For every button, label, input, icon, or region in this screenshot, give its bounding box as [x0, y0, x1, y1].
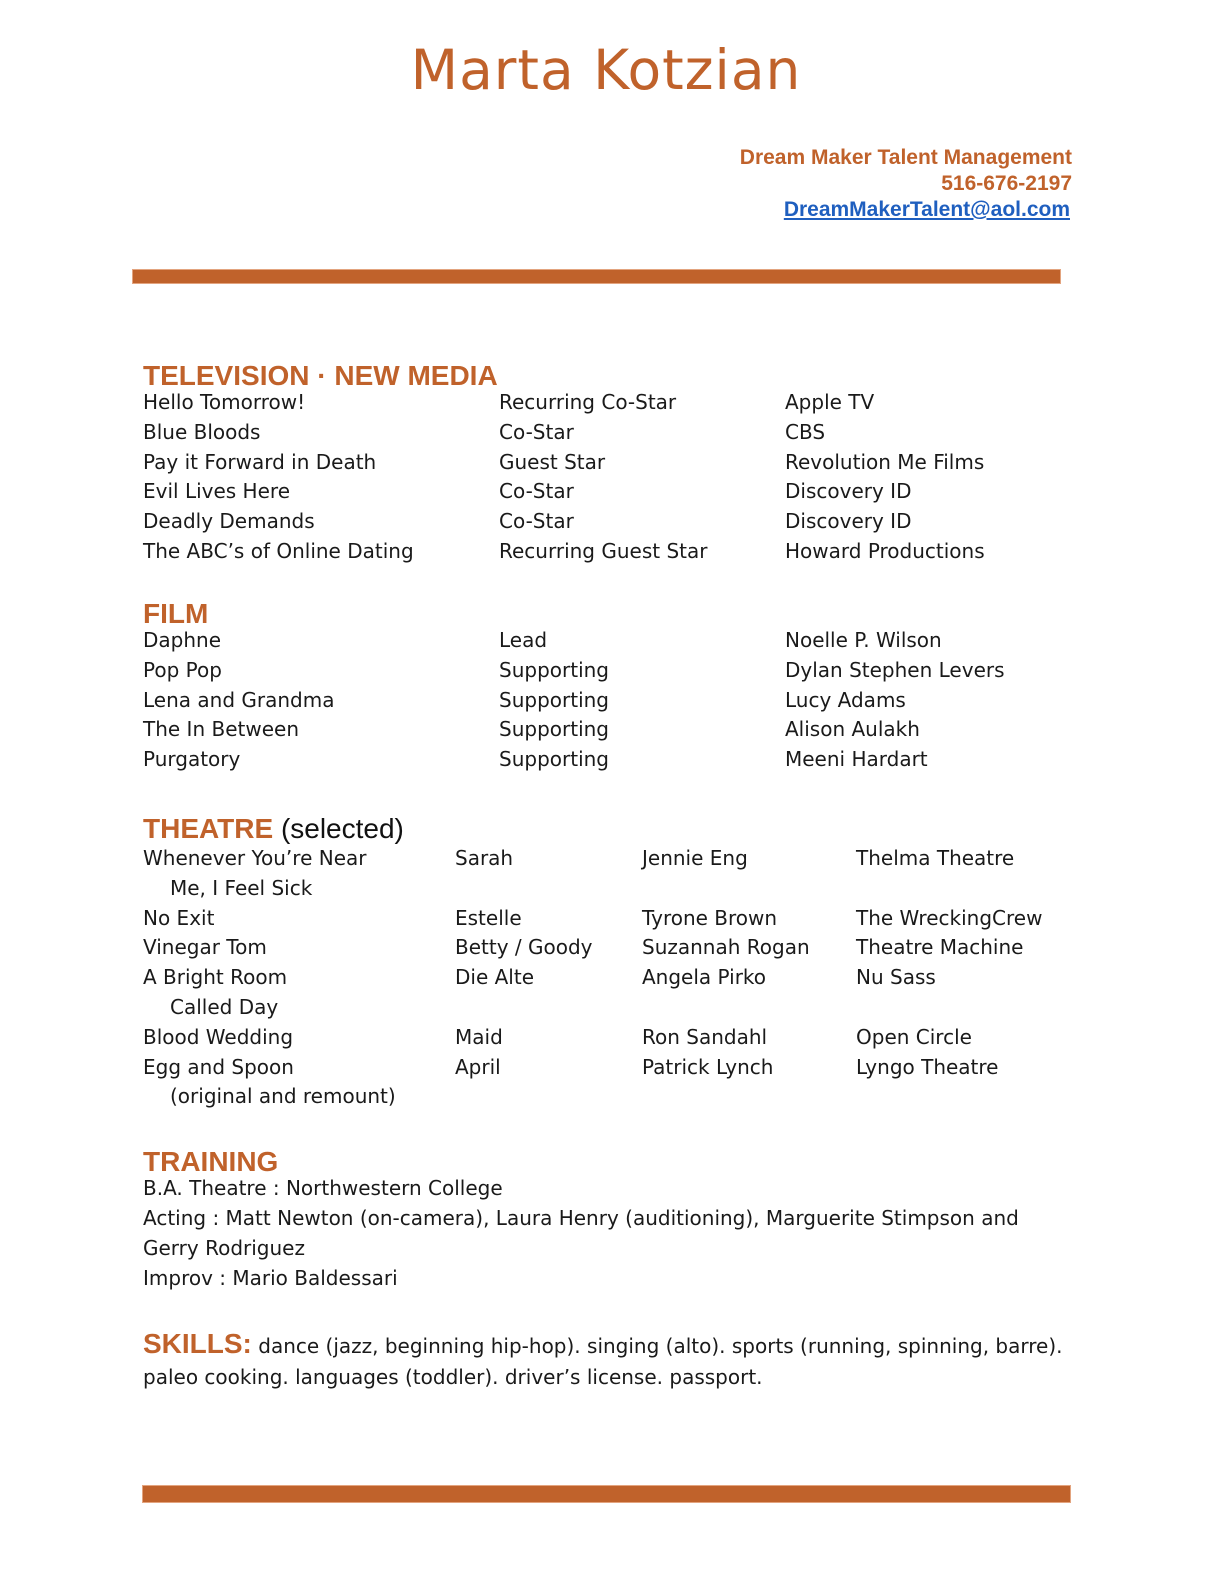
film-cell: Supporting	[499, 747, 609, 772]
agency-email-link[interactable]: DreamMakerTalent@aol.com	[783, 198, 1070, 221]
theatre-cell: (original and remount)	[170, 1084, 396, 1109]
film-cell: Lena and Grandma	[143, 687, 335, 712]
television-cell: The ABC’s of Online Dating	[143, 539, 414, 563]
film-cell: Supporting	[499, 687, 609, 712]
training-line: Acting : Matt Newton (on-camera), Laura Henry (auditioning), Marguerite Stimpson and Gerry Rodriguez	[143, 1206, 1019, 1260]
theatre-cell: Whenever You’re Near	[143, 846, 367, 870]
film-cell: Supporting	[499, 657, 609, 682]
theatre-credit-row	[0, 1052, 1224, 1082]
theatre-cell: Jennie Eng	[642, 846, 748, 870]
skills-text: dance (jazz, beginning hip-hop). singing (alto). sports (running, spinning, barre). paleo cooking. languages (toddler). driver’s license. passport.	[143, 1334, 1063, 1389]
theatre-credit-row	[0, 873, 1224, 903]
theatre-cell: No Exit	[143, 905, 215, 930]
television-credit-row	[0, 447, 1224, 477]
top-divider	[132, 269, 1061, 284]
television-credit-row	[0, 506, 1224, 536]
film-cell: Pop Pop	[143, 657, 222, 682]
agency-name: Dream Maker Talent Management	[739, 146, 1072, 169]
theatre-cell: Lyngo Theatre	[856, 1054, 999, 1079]
television-cell: Revolution Me Films	[785, 449, 985, 474]
television-cell: Discovery ID	[785, 509, 912, 534]
theatre-cell: Me, I Feel Sick	[170, 875, 313, 900]
theatre-cell: Estelle	[455, 905, 522, 930]
film-cell: Supporting	[499, 717, 609, 742]
section-heading-theatre	[143, 815, 404, 843]
section-heading-film: FILM	[143, 598, 209, 629]
theatre-credit-row	[0, 903, 1224, 933]
television-cell: CBS	[785, 419, 826, 444]
theatre-cell: Called Day	[170, 995, 279, 1019]
film-credit-row	[0, 685, 1224, 715]
television-cell: Recurring Guest Star	[499, 539, 708, 563]
bottom-divider	[142, 1485, 1071, 1503]
section-heading-skills: SKILLS:	[143, 1328, 252, 1359]
agency-phone: 516-676-2197	[941, 172, 1072, 195]
theatre-cell: Open Circle	[856, 1024, 972, 1049]
television-cell: Pay it Forward in Death	[143, 449, 377, 474]
film-cell: Purgatory	[143, 747, 241, 772]
theatre-cell: Maid	[455, 1024, 503, 1049]
television-cell: Discovery ID	[785, 479, 912, 504]
television-cell: Co-Star	[499, 479, 574, 504]
training-list	[143, 1173, 1063, 1293]
film-cell: Noelle P. Wilson	[785, 628, 942, 652]
film-cell: Lucy Adams	[785, 687, 906, 712]
theatre-cell: Patrick Lynch	[642, 1054, 774, 1079]
theatre-cell: April	[455, 1054, 501, 1079]
theatre-heading-label: THEATRE	[143, 813, 274, 844]
theatre-cell: Nu Sass	[856, 965, 936, 990]
theatre-cell: Suzannah Rogan	[642, 935, 810, 960]
theatre-cell: Tyrone Brown	[642, 905, 778, 930]
television-credit-row	[0, 536, 1224, 566]
theatre-cell: The WreckingCrew	[856, 905, 1043, 930]
theatre-cell: Ron Sandahl	[642, 1024, 768, 1049]
film-credit-row	[0, 744, 1224, 774]
theatre-credit-row	[0, 1081, 1224, 1111]
television-cell: Hello Tomorrow!	[143, 390, 306, 414]
theatre-heading-subtitle: (selected)	[280, 813, 404, 844]
theatre-credit-row	[0, 962, 1224, 992]
television-cell: Evil Lives Here	[143, 479, 290, 504]
theatre-credit-row	[0, 992, 1224, 1022]
television-cell: Apple TV	[785, 390, 875, 414]
theatre-cell: Egg and Spoon	[143, 1054, 294, 1079]
television-credit-row	[0, 476, 1224, 506]
resume-name: Marta Kotzian	[410, 38, 802, 102]
theatre-cell: Sarah	[455, 846, 514, 870]
theatre-credit-row	[0, 843, 1224, 873]
film-cell: Lead	[499, 628, 548, 652]
television-cell: Howard Productions	[785, 539, 985, 563]
television-cell: Co-Star	[499, 419, 574, 444]
theatre-cell: Theatre Machine	[856, 935, 1024, 960]
theatre-cell: A Bright Room	[143, 965, 288, 990]
film-cell: The In Between	[143, 717, 299, 742]
theatre-cell: Blood Wedding	[143, 1024, 294, 1049]
film-cell: Meeni Hardart	[785, 747, 928, 772]
theatre-cell: Betty / Goody	[455, 935, 593, 960]
theatre-cell: Vinegar Tom	[143, 935, 267, 960]
film-cell: Alison Aulakh	[785, 717, 920, 742]
film-cell: Dylan Stephen Levers	[785, 657, 1005, 682]
theatre-cell: Angela Pirko	[642, 965, 767, 990]
theatre-credit-row	[0, 1022, 1224, 1052]
film-cell: Daphne	[143, 628, 222, 652]
television-cell: Blue Bloods	[143, 419, 261, 444]
television-cell: Deadly Demands	[143, 509, 315, 534]
theatre-credit-row	[0, 932, 1224, 962]
film-credit-row	[0, 655, 1224, 685]
theatre-cell: Die Alte	[455, 965, 535, 990]
training-line: B.A. Theatre : Northwestern College	[143, 1176, 503, 1200]
section-heading-training: TRAINING	[143, 1146, 279, 1177]
television-cell: Guest Star	[499, 449, 606, 474]
training-line: Improv : Mario Baldessari	[143, 1266, 398, 1290]
television-credit-row	[0, 417, 1224, 447]
television-cell: Recurring Co-Star	[499, 390, 677, 414]
section-heading-television: TELEVISION · NEW MEDIA	[143, 360, 498, 391]
film-credit-row	[0, 714, 1224, 744]
television-credit-row	[0, 387, 1224, 417]
theatre-cell: Thelma Theatre	[856, 846, 1015, 870]
television-cell: Co-Star	[499, 509, 574, 534]
film-credit-row	[0, 625, 1224, 655]
skills-section	[143, 1328, 1063, 1393]
